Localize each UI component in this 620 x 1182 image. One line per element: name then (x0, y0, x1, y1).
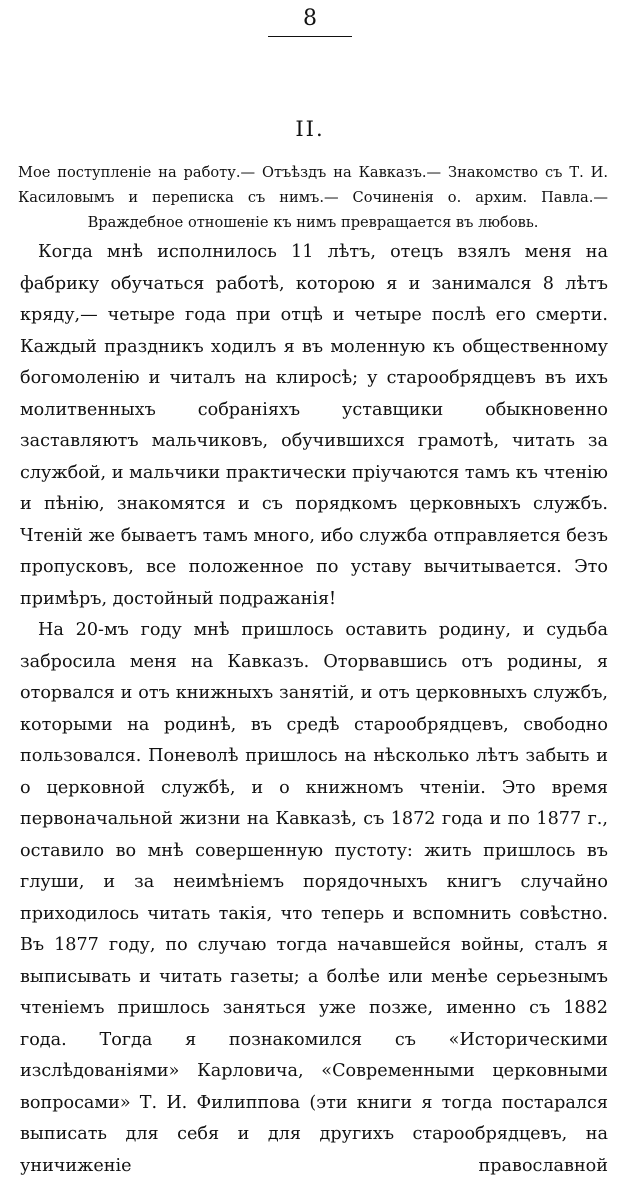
body-text (20, 237, 608, 1182)
paragraph: На 20-мъ году мнѣ пришлось оставить родину, и судьба забросила меня на Кавказъ. Оторвавшись отъ родины, я оторвался и отъ книжныхъ занятій, и отъ церковныхъ службъ, которыми на родинѣ, въ средѣ старообрядцевъ, свободно пользовался. Поневолѣ пришлось на нѣсколько лѣтъ забыть и о церковной службѣ, и о книжномъ чтеніи. Это время первоначальной жизни на Кавказѣ, съ 1872 года и по 1877 г., оставило во мнѣ совершенную пустоту: жить пришлось въ глуши, и за неимѣніемъ порядочныхъ книгъ случайно приходилось читать такія, что теперь и вспомнить совѣстно. Въ 1877 году, по случаю тогда начавшейся войны, сталъ я выписывать и читать газеты; а болѣе или менѣе серьезнымъ чтеніемъ пришлось заняться уже позже, именно съ 1882 года. Тогда я познакомился съ «Историческими изслѣдованіями» Карловича, «Современными церковными вопросами» Т. И. Филиппова (эти книги я тогда постарался выписать для себя и для другихъ старообрядцевъ, на уничиженіе православной (20, 620, 608, 1176)
chapter-title: II. (295, 117, 325, 141)
page-number: 8 (303, 6, 317, 31)
paragraph: Когда мнѣ исполнилось 11 лѣтъ, отецъ взялъ меня на фабрику обучаться работѣ, которою я и занимался 8 лѣтъ кряду,— четыре года при отцѣ и четыре послѣ его смерти. Каждый праздникъ ходилъ я въ моленную къ общественному богомоленію и читалъ на клиросѣ; у старообрядцевъ въ ихъ молитвенныхъ собраніяхъ уставщики обыкновенно заставляютъ мальчиковъ, обучившихся грамотѣ, читать за службой, и мальчики практически пріучаются тамъ къ чтенію и пѣнію, знакомятся и съ порядкомъ церковныхъ службъ. Чтеній же бываетъ тамъ много, ибо служба отправляется безъ пропусковъ, все положенное по уставу вычитывается. Это примѣръ, достойный подражанія! (20, 242, 608, 609)
chapter-summary: Мое поступленіе на работу.— Отъѣздъ на Кавказъ.— Знакомство съ Т. И. Касиловымъ и переписка съ нимъ.— Сочиненія о. архим. Павла.— Враждебное отношеніе къ нимъ превращается въ любовь. (18, 164, 608, 231)
page-number-rule (268, 36, 352, 37)
